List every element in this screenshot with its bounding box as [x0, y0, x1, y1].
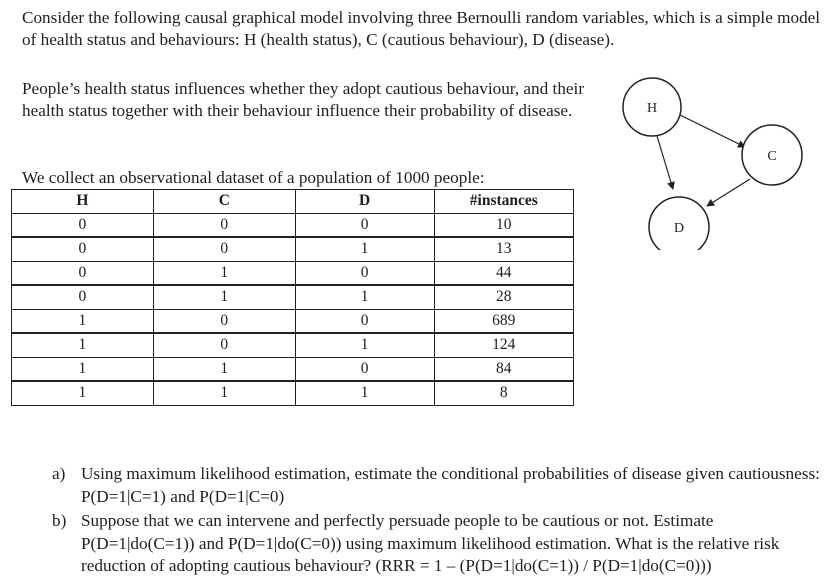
question-a-text: Using maximum likelihood estimation, estimate the conditional probabilities of disease given cautiousness: P(D=1|C=1) and P(D=1|C=0)	[81, 464, 820, 506]
node-h-label: H	[646, 101, 658, 116]
cell-instances: 8	[434, 381, 573, 405]
cell-instances: 84	[434, 357, 573, 381]
question-a	[52, 463, 822, 508]
cell-c: 1	[153, 285, 295, 309]
cell-c: 1	[153, 357, 295, 381]
cell-c: 0	[153, 213, 295, 237]
cell-c: 0	[153, 309, 295, 333]
cell-instances: 124	[434, 333, 573, 357]
node-h	[623, 78, 681, 136]
cell-h: 1	[12, 381, 154, 405]
node-c-label: C	[767, 149, 777, 164]
cell-instances: 44	[434, 261, 573, 285]
header-d: D	[295, 190, 434, 214]
question-b-label: b)	[52, 511, 67, 530]
node-c	[742, 125, 802, 185]
node-d-label: D	[673, 221, 685, 236]
cell-h: 1	[12, 309, 154, 333]
table-header-row	[12, 190, 574, 214]
cell-c: 1	[153, 261, 295, 285]
edge-h-to-c	[676, 113, 745, 147]
cell-d: 0	[295, 309, 434, 333]
cell-c: 0	[153, 333, 295, 357]
cell-d: 1	[295, 285, 434, 309]
cell-c: 1	[153, 381, 295, 405]
cell-d: 1	[295, 333, 434, 357]
node-d	[649, 197, 709, 250]
collect-sentence: We collect an observational dataset of a population of 1000 people:	[22, 168, 485, 187]
table-row	[12, 237, 574, 261]
cell-h: 0	[12, 237, 154, 261]
header-h: H	[12, 190, 154, 214]
influence-paragraph: People’s health status influences whether they adopt cautious behaviour, and their health status together with their behaviour influence their probability of disease.	[22, 79, 585, 120]
table-row	[12, 213, 574, 237]
question-b-text: Suppose that we can intervene and perfectly persuade people to be cautious or not. Estimate P(D=1|do(C=1)) and P(D=1|do(C=0)) using maximum likelihood estimation. What is the relative risk reduction of adopting cautious behaviour? (RRR = 1 – (P(D=1|do(C=1)) / P(D=1|do(C=0)))	[81, 511, 780, 575]
cell-d: 0	[295, 357, 434, 381]
header-c: C	[153, 190, 295, 214]
cell-h: 1	[12, 357, 154, 381]
cell-d: 1	[295, 381, 434, 405]
cell-instances: 689	[434, 309, 573, 333]
table-row	[12, 285, 574, 309]
cell-d: 1	[295, 237, 434, 261]
question-b	[52, 510, 822, 578]
table-row	[12, 261, 574, 285]
cell-h: 0	[12, 261, 154, 285]
question-a-label: a)	[52, 464, 66, 483]
edge-h-to-d	[657, 136, 673, 189]
cell-d: 0	[295, 261, 434, 285]
cell-d: 0	[295, 213, 434, 237]
table-row	[12, 381, 574, 405]
cell-c: 0	[153, 237, 295, 261]
table-row	[12, 333, 574, 357]
table-row	[12, 357, 574, 381]
cell-h: 0	[12, 285, 154, 309]
cell-instances: 13	[434, 237, 573, 261]
cell-h: 0	[12, 213, 154, 237]
cell-h: 1	[12, 333, 154, 357]
edge-c-to-d	[707, 179, 750, 206]
cell-instances: 28	[434, 285, 573, 309]
causal-graph	[600, 60, 820, 250]
table-row	[12, 309, 574, 333]
cell-instances: 10	[434, 213, 573, 237]
intro-paragraph: Consider the following causal graphical model involving three Bernoulli random variables, which is a simple model of health status and behaviours: H (health status), C (cautious behaviour), D (disease).	[22, 8, 821, 49]
instances-table	[11, 189, 574, 406]
header-instances: #instances	[434, 190, 573, 214]
